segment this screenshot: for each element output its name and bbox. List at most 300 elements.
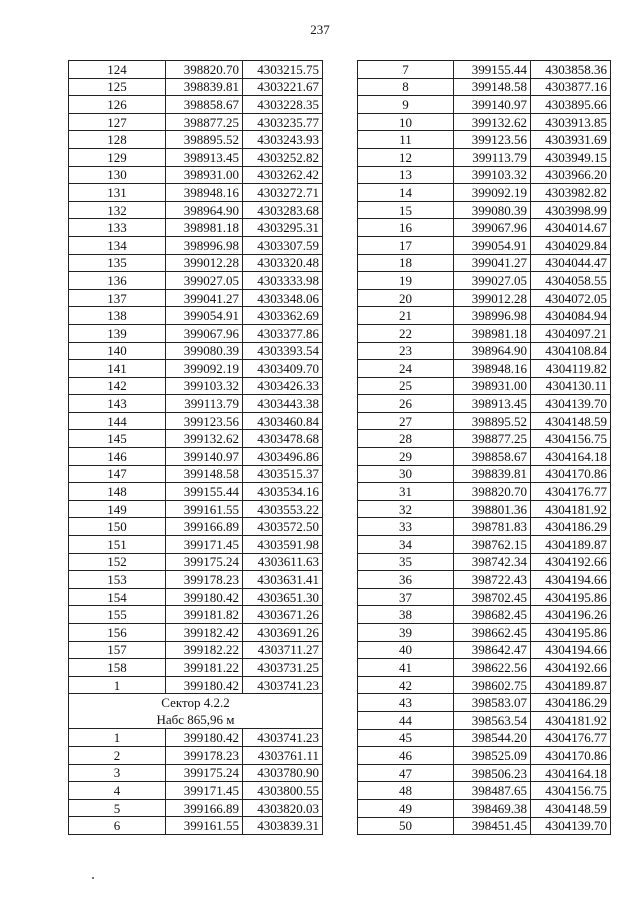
y-coordinate-cell: 4303295.31	[243, 219, 323, 237]
point-number-cell: 5	[69, 799, 166, 817]
table-row	[358, 272, 611, 290]
table-row	[69, 377, 323, 395]
y-coordinate-cell: 4303252.82	[243, 148, 323, 166]
table-row	[69, 536, 323, 554]
x-coordinate-cell: 399027.05	[166, 272, 243, 290]
point-number-cell: 6	[69, 817, 166, 835]
table-row	[69, 96, 323, 114]
point-number-cell: 18	[358, 254, 454, 272]
y-coordinate-cell: 4303913.85	[531, 113, 611, 131]
x-coordinate-cell: 398839.81	[454, 465, 531, 483]
point-number-cell: 135	[69, 254, 166, 272]
point-number-cell: 139	[69, 324, 166, 342]
table-row	[69, 764, 323, 782]
point-number-cell: 154	[69, 588, 166, 606]
y-coordinate-cell: 4303320.48	[243, 254, 323, 272]
point-number-cell: 157	[69, 641, 166, 659]
y-coordinate-cell: 4303631.41	[243, 571, 323, 589]
point-number-cell: 151	[69, 536, 166, 554]
table-row	[69, 219, 323, 237]
point-number-cell: 10	[358, 113, 454, 131]
y-coordinate-cell: 4304097.21	[531, 324, 611, 342]
y-coordinate-cell: 4304181.92	[531, 711, 611, 729]
table-row	[358, 201, 611, 219]
point-number-cell: 24	[358, 360, 454, 378]
y-coordinate-cell: 4304139.70	[531, 395, 611, 413]
x-coordinate-cell: 399180.42	[166, 588, 243, 606]
x-coordinate-cell: 399103.32	[166, 377, 243, 395]
point-number-cell: 23	[358, 342, 454, 360]
table-row	[358, 78, 611, 96]
point-number-cell: 26	[358, 395, 454, 413]
y-coordinate-cell: 4304186.29	[531, 694, 611, 712]
x-coordinate-cell: 399041.27	[454, 254, 531, 272]
y-coordinate-cell: 4304194.66	[531, 571, 611, 589]
y-coordinate-cell: 4303966.20	[531, 166, 611, 184]
y-coordinate-cell: 4303741.23	[243, 729, 323, 747]
point-number-cell: 133	[69, 219, 166, 237]
x-coordinate-cell: 399155.44	[454, 61, 531, 79]
x-coordinate-cell: 399092.19	[454, 184, 531, 202]
x-coordinate-cell: 399012.28	[166, 254, 243, 272]
x-coordinate-cell: 399113.79	[454, 148, 531, 166]
y-coordinate-cell: 4304192.66	[531, 659, 611, 677]
x-coordinate-cell: 399166.89	[166, 799, 243, 817]
x-coordinate-cell: 399012.28	[454, 289, 531, 307]
point-number-cell: 41	[358, 659, 454, 677]
point-number-cell: 1	[69, 676, 166, 694]
y-coordinate-cell: 4304176.77	[531, 729, 611, 747]
table-row	[69, 500, 323, 518]
point-number-cell: 34	[358, 536, 454, 554]
y-coordinate-cell: 4304170.86	[531, 465, 611, 483]
x-coordinate-cell: 399132.62	[166, 430, 243, 448]
table-row	[69, 553, 323, 571]
y-coordinate-cell: 4304164.18	[531, 764, 611, 782]
point-number-cell: 150	[69, 518, 166, 536]
x-coordinate-cell: 398948.16	[166, 184, 243, 202]
y-coordinate-cell: 4304148.59	[531, 799, 611, 817]
y-coordinate-cell: 4303478.68	[243, 430, 323, 448]
x-coordinate-cell: 399067.96	[166, 324, 243, 342]
y-coordinate-cell: 4304186.29	[531, 518, 611, 536]
x-coordinate-cell: 399180.42	[166, 676, 243, 694]
x-coordinate-cell: 398469.38	[454, 799, 531, 817]
point-number-cell: 13	[358, 166, 454, 184]
table-row	[69, 588, 323, 606]
y-coordinate-cell: 4303243.93	[243, 131, 323, 149]
point-number-cell: 38	[358, 606, 454, 624]
table-row	[358, 360, 611, 378]
table-row	[69, 201, 323, 219]
y-coordinate-cell: 4304130.11	[531, 377, 611, 395]
point-number-cell: 19	[358, 272, 454, 290]
x-coordinate-cell: 398682.45	[454, 606, 531, 624]
y-coordinate-cell: 4303333.98	[243, 272, 323, 290]
x-coordinate-cell: 399171.45	[166, 536, 243, 554]
table-row	[69, 254, 323, 272]
x-coordinate-cell: 398642.47	[454, 641, 531, 659]
sector-title: Сектор 4.2.2	[161, 695, 230, 711]
point-number-cell: 45	[358, 729, 454, 747]
point-number-cell: 158	[69, 659, 166, 677]
table-row	[358, 184, 611, 202]
x-coordinate-cell: 399180.42	[166, 729, 243, 747]
y-coordinate-cell: 4303931.69	[531, 131, 611, 149]
sector-area: Набс 865,96 м	[156, 712, 235, 728]
y-coordinate-cell: 4303800.55	[243, 782, 323, 800]
x-coordinate-cell: 398964.90	[454, 342, 531, 360]
y-coordinate-cell: 4304058.55	[531, 272, 611, 290]
table-row	[69, 78, 323, 96]
x-coordinate-cell: 399113.79	[166, 395, 243, 413]
point-number-cell: 130	[69, 166, 166, 184]
table-row	[358, 799, 611, 817]
y-coordinate-cell: 4304108.84	[531, 342, 611, 360]
table-row	[69, 307, 323, 325]
point-number-cell: 136	[69, 272, 166, 290]
y-coordinate-cell: 4303515.37	[243, 465, 323, 483]
x-coordinate-cell: 398622.56	[454, 659, 531, 677]
x-coordinate-cell: 399175.24	[166, 553, 243, 571]
x-coordinate-cell: 399080.39	[166, 342, 243, 360]
table-row	[69, 729, 323, 747]
table-row	[69, 324, 323, 342]
x-coordinate-cell: 398996.98	[166, 236, 243, 254]
y-coordinate-cell: 4303228.35	[243, 96, 323, 114]
point-number-cell: 31	[358, 483, 454, 501]
point-number-cell: 141	[69, 360, 166, 378]
point-number-cell: 152	[69, 553, 166, 571]
x-coordinate-cell: 398583.07	[454, 694, 531, 712]
y-coordinate-cell: 4303731.25	[243, 659, 323, 677]
table-row	[358, 324, 611, 342]
point-number-cell: 48	[358, 782, 454, 800]
y-coordinate-cell: 4304148.59	[531, 412, 611, 430]
x-coordinate-cell: 399027.05	[454, 272, 531, 290]
table-row	[358, 131, 611, 149]
point-number-cell: 148	[69, 483, 166, 501]
y-coordinate-cell: 4303839.31	[243, 817, 323, 835]
point-number-cell: 3	[69, 764, 166, 782]
y-coordinate-cell: 4303651.30	[243, 588, 323, 606]
point-number-cell: 29	[358, 448, 454, 466]
table-row	[69, 430, 323, 448]
table-row	[69, 61, 323, 79]
point-number-cell: 22	[358, 324, 454, 342]
point-number-cell: 129	[69, 148, 166, 166]
y-coordinate-cell: 4303982.82	[531, 184, 611, 202]
x-coordinate-cell: 398563.54	[454, 711, 531, 729]
table-row	[358, 430, 611, 448]
table-row	[69, 412, 323, 430]
table-row	[358, 377, 611, 395]
table-row	[69, 360, 323, 378]
table-row	[69, 342, 323, 360]
table-row	[69, 395, 323, 413]
table-row	[358, 782, 611, 800]
y-coordinate-cell: 4304072.05	[531, 289, 611, 307]
point-number-cell: 39	[358, 624, 454, 642]
x-coordinate-cell: 399123.56	[454, 131, 531, 149]
x-coordinate-cell: 398964.90	[166, 201, 243, 219]
x-coordinate-cell: 399148.58	[454, 78, 531, 96]
x-coordinate-cell: 398895.52	[166, 131, 243, 149]
point-number-cell: 50	[358, 817, 454, 835]
point-number-cell: 35	[358, 553, 454, 571]
table-row	[358, 448, 611, 466]
point-number-cell: 2	[69, 746, 166, 764]
y-coordinate-cell: 4303572.50	[243, 518, 323, 536]
table-row	[69, 483, 323, 501]
x-coordinate-cell: 399182.22	[166, 641, 243, 659]
table-row	[69, 571, 323, 589]
x-coordinate-cell: 399132.62	[454, 113, 531, 131]
x-coordinate-cell: 398722.43	[454, 571, 531, 589]
x-coordinate-cell: 398702.45	[454, 588, 531, 606]
point-number-cell: 33	[358, 518, 454, 536]
point-number-cell: 17	[358, 236, 454, 254]
left-coordinates-table	[68, 60, 323, 835]
table-row	[358, 236, 611, 254]
table-row	[358, 729, 611, 747]
table-row	[358, 641, 611, 659]
table-row	[69, 272, 323, 290]
y-coordinate-cell: 4304156.75	[531, 782, 611, 800]
point-number-cell: 47	[358, 764, 454, 782]
point-number-cell: 127	[69, 113, 166, 131]
y-coordinate-cell: 4304195.86	[531, 588, 611, 606]
point-number-cell: 28	[358, 430, 454, 448]
x-coordinate-cell: 399155.44	[166, 483, 243, 501]
x-coordinate-cell: 399178.23	[166, 571, 243, 589]
y-coordinate-cell: 4303895.66	[531, 96, 611, 114]
y-coordinate-cell: 4303553.22	[243, 500, 323, 518]
table-row	[358, 711, 611, 729]
y-coordinate-cell: 4303671.26	[243, 606, 323, 624]
y-coordinate-cell: 4303611.63	[243, 553, 323, 571]
y-coordinate-cell: 4303780.90	[243, 764, 323, 782]
y-coordinate-cell: 4304014.67	[531, 219, 611, 237]
y-coordinate-cell: 4303272.71	[243, 184, 323, 202]
table-row	[358, 747, 611, 765]
page-number: 237	[310, 22, 330, 37]
point-number-cell: 40	[358, 641, 454, 659]
y-coordinate-cell: 4303460.84	[243, 412, 323, 430]
y-coordinate-cell: 4303534.16	[243, 483, 323, 501]
y-coordinate-cell: 4303711.27	[243, 641, 323, 659]
right-coordinates-table	[357, 60, 611, 835]
point-number-cell: 137	[69, 289, 166, 307]
table-row	[358, 659, 611, 677]
y-coordinate-cell: 4303591.98	[243, 536, 323, 554]
table-row	[358, 61, 611, 79]
x-coordinate-cell: 398839.81	[166, 78, 243, 96]
x-coordinate-cell: 398913.45	[454, 395, 531, 413]
x-coordinate-cell: 398858.67	[454, 448, 531, 466]
table-row	[69, 746, 323, 764]
x-coordinate-cell: 399148.58	[166, 465, 243, 483]
x-coordinate-cell: 398781.83	[454, 518, 531, 536]
y-coordinate-cell: 4303820.03	[243, 799, 323, 817]
point-number-cell: 32	[358, 500, 454, 518]
x-coordinate-cell: 399140.97	[166, 448, 243, 466]
x-coordinate-cell: 399166.89	[166, 518, 243, 536]
x-coordinate-cell: 398742.34	[454, 553, 531, 571]
table-row	[358, 518, 611, 536]
point-number-cell: 134	[69, 236, 166, 254]
x-coordinate-cell: 398451.45	[454, 817, 531, 835]
x-coordinate-cell: 399161.55	[166, 817, 243, 835]
x-coordinate-cell: 398877.25	[166, 113, 243, 131]
table-row	[358, 571, 611, 589]
y-coordinate-cell: 4303877.16	[531, 78, 611, 96]
table-row	[69, 113, 323, 131]
point-number-cell: 14	[358, 184, 454, 202]
table-row	[358, 676, 611, 694]
y-coordinate-cell: 4303426.33	[243, 377, 323, 395]
point-number-cell: 132	[69, 201, 166, 219]
point-number-cell: 15	[358, 201, 454, 219]
table-row	[69, 518, 323, 536]
table-row	[69, 465, 323, 483]
y-coordinate-cell: 4303221.67	[243, 78, 323, 96]
y-coordinate-cell: 4303998.99	[531, 201, 611, 219]
point-number-cell: 11	[358, 131, 454, 149]
y-coordinate-cell: 4304029.84	[531, 236, 611, 254]
x-coordinate-cell: 399181.22	[166, 659, 243, 677]
x-coordinate-cell: 398602.75	[454, 676, 531, 694]
y-coordinate-cell: 4303283.68	[243, 201, 323, 219]
point-number-cell: 142	[69, 377, 166, 395]
x-coordinate-cell: 398662.45	[454, 624, 531, 642]
table-row	[69, 184, 323, 202]
y-coordinate-cell: 4303377.86	[243, 324, 323, 342]
table-row	[358, 694, 611, 712]
point-number-cell: 128	[69, 131, 166, 149]
table-row	[358, 536, 611, 554]
y-coordinate-cell: 4303393.54	[243, 342, 323, 360]
x-coordinate-cell: 398858.67	[166, 96, 243, 114]
y-coordinate-cell: 4303409.70	[243, 360, 323, 378]
x-coordinate-cell: 398506.23	[454, 764, 531, 782]
table-row	[358, 588, 611, 606]
table-row	[69, 236, 323, 254]
y-coordinate-cell: 4304189.87	[531, 676, 611, 694]
x-coordinate-cell: 399140.97	[454, 96, 531, 114]
y-coordinate-cell: 4303235.77	[243, 113, 323, 131]
y-coordinate-cell: 4303691.26	[243, 624, 323, 642]
y-coordinate-cell: 4304139.70	[531, 817, 611, 835]
y-coordinate-cell: 4304044.47	[531, 254, 611, 272]
point-number-cell: 145	[69, 430, 166, 448]
point-number-cell: 7	[358, 61, 454, 79]
x-coordinate-cell: 399123.56	[166, 412, 243, 430]
x-coordinate-cell: 399092.19	[166, 360, 243, 378]
y-coordinate-cell: 4303307.59	[243, 236, 323, 254]
point-number-cell: 155	[69, 606, 166, 624]
y-coordinate-cell: 4303858.36	[531, 61, 611, 79]
table-row	[358, 465, 611, 483]
point-number-cell: 143	[69, 395, 166, 413]
point-number-cell: 20	[358, 289, 454, 307]
y-coordinate-cell: 4304119.82	[531, 360, 611, 378]
table-row	[358, 764, 611, 782]
point-number-cell: 125	[69, 78, 166, 96]
point-number-cell: 16	[358, 219, 454, 237]
table-row	[69, 131, 323, 149]
x-coordinate-cell: 399054.91	[166, 307, 243, 325]
point-number-cell: 46	[358, 747, 454, 765]
x-coordinate-cell: 398762.15	[454, 536, 531, 554]
point-number-cell: 9	[358, 96, 454, 114]
point-number-cell: 8	[358, 78, 454, 96]
point-number-cell: 43	[358, 694, 454, 712]
x-coordinate-cell: 398931.00	[454, 377, 531, 395]
table-row	[69, 817, 323, 835]
x-coordinate-cell: 399054.91	[454, 236, 531, 254]
table-row	[358, 500, 611, 518]
table-row	[358, 254, 611, 272]
x-coordinate-cell: 398948.16	[454, 360, 531, 378]
x-coordinate-cell: 398544.20	[454, 729, 531, 747]
y-coordinate-cell: 4303741.23	[243, 676, 323, 694]
point-number-cell: 149	[69, 500, 166, 518]
point-number-cell: 25	[358, 377, 454, 395]
y-coordinate-cell: 4303761.11	[243, 746, 323, 764]
point-number-cell: 124	[69, 61, 166, 79]
table-row	[358, 148, 611, 166]
table-row	[358, 289, 611, 307]
y-coordinate-cell: 4304189.87	[531, 536, 611, 554]
table-row	[69, 624, 323, 642]
y-coordinate-cell: 4304170.86	[531, 747, 611, 765]
y-coordinate-cell: 4304084.94	[531, 307, 611, 325]
table-row	[358, 219, 611, 237]
x-coordinate-cell: 399175.24	[166, 764, 243, 782]
point-number-cell: 126	[69, 96, 166, 114]
sector-header-cell	[69, 694, 323, 729]
point-number-cell: 42	[358, 676, 454, 694]
table-row	[69, 641, 323, 659]
y-coordinate-cell: 4303262.42	[243, 166, 323, 184]
point-number-cell: 147	[69, 465, 166, 483]
x-coordinate-cell: 399181.82	[166, 606, 243, 624]
point-number-cell: 21	[358, 307, 454, 325]
y-coordinate-cell: 4304194.66	[531, 641, 611, 659]
table-row	[358, 342, 611, 360]
point-number-cell: 146	[69, 448, 166, 466]
point-number-cell: 12	[358, 148, 454, 166]
x-coordinate-cell: 399080.39	[454, 201, 531, 219]
table-row	[358, 113, 611, 131]
table-row	[358, 624, 611, 642]
y-coordinate-cell: 4304196.26	[531, 606, 611, 624]
y-coordinate-cell: 4303215.75	[243, 61, 323, 79]
y-coordinate-cell: 4304156.75	[531, 430, 611, 448]
x-coordinate-cell: 398913.45	[166, 148, 243, 166]
point-number-cell: 1	[69, 729, 166, 747]
y-coordinate-cell: 4303348.06	[243, 289, 323, 307]
table-row	[69, 448, 323, 466]
x-coordinate-cell: 399067.96	[454, 219, 531, 237]
point-number-cell: 37	[358, 588, 454, 606]
y-coordinate-cell: 4303949.15	[531, 148, 611, 166]
table-row	[358, 412, 611, 430]
y-coordinate-cell: 4304164.18	[531, 448, 611, 466]
x-coordinate-cell: 399178.23	[166, 746, 243, 764]
point-number-cell: 138	[69, 307, 166, 325]
